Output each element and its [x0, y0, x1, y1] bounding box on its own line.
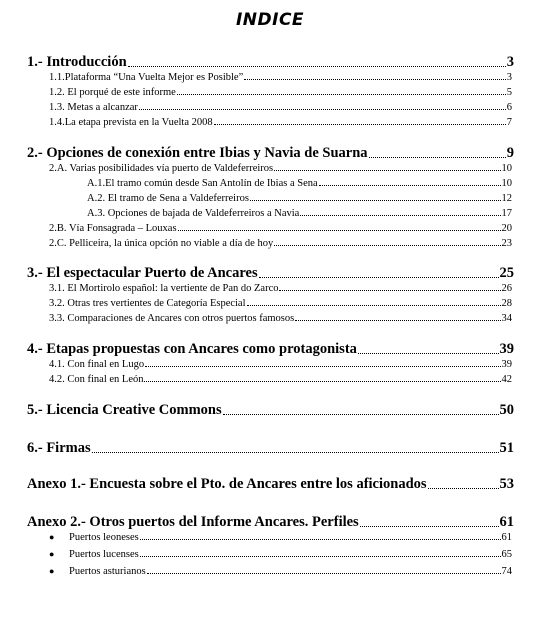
dot-leader: [300, 215, 500, 216]
toc-entry-label: 1.- Introducción: [27, 54, 127, 70]
toc-entry-label: Anexo 2.- Otros puertos del Informe Ancares. Perfiles: [27, 514, 359, 530]
toc-entry-page: 39: [499, 341, 514, 357]
toc-entry-comparaciones[interactable]: [49, 313, 512, 324]
toc-entry-label: 2.C. Pelliceira, la única opción no viable a día de hoy: [49, 238, 274, 249]
dot-leader: [369, 157, 506, 158]
toc-entry-label: A.3. Opciones de bajada de Valdeferreiros a Navia: [87, 208, 300, 219]
toc-entry-page: 17: [501, 208, 512, 219]
dot-leader: [223, 414, 499, 415]
toc-entry-mortirolo[interactable]: [49, 283, 512, 294]
dot-leader: [247, 305, 501, 306]
dot-leader: [250, 200, 501, 201]
toc-entry-page: 10: [501, 163, 512, 174]
toc-entry-page: 53: [499, 476, 514, 492]
toc-entry-label: Anexo 1.- Encuesta sobre el Pto. de Ancares entre los aficionados: [27, 476, 427, 492]
toc-entry-pelliceira[interactable]: [49, 238, 512, 249]
toc-entry-page: 25: [499, 265, 514, 281]
toc-entry-firmas[interactable]: [27, 440, 514, 457]
toc-entry-label: 3.1. El Mortirolo español: la vertiente de Pan do Zarco: [49, 283, 279, 294]
toc-entry-page: 12: [501, 193, 512, 204]
dot-leader: [360, 526, 499, 527]
toc-entry-otras-vertientes[interactable]: [49, 298, 512, 309]
dot-leader: [259, 277, 499, 278]
bullet-icon: ●: [49, 549, 55, 559]
toc-entry-page: 10: [501, 178, 512, 189]
toc-entry-label: 2.- Opciones de conexión entre Ibias y Navia de Suarna: [27, 145, 368, 161]
toc-entry-label: 1.4.La etapa prevista en la Vuelta 2008: [49, 117, 213, 128]
dot-leader: [139, 109, 506, 110]
dot-leader: [279, 290, 500, 291]
toc-entry-label: 4.- Etapas propuestas con Ancares como protagonista: [27, 341, 357, 357]
toc-entry-label: 4.1. Con final en Lugo: [49, 359, 145, 370]
toc-entry-introduccion[interactable]: [27, 54, 514, 71]
toc-entry-label: A.2. El tramo de Sena a Valdeferreiros: [87, 193, 249, 204]
toc-entry-label: 3.2. Otras tres vertientes de Categoría Especial: [49, 298, 246, 309]
toc-entry-etapa-prevista[interactable]: [49, 117, 512, 128]
toc-entry-plataforma[interactable]: [49, 72, 512, 83]
toc-entry-label: 5.- Licencia Creative Commons: [27, 402, 222, 418]
toc-entry-porque[interactable]: [49, 87, 512, 98]
toc-entry-label: A.1.El tramo común desde San Antolín de Ibias a Sena: [87, 178, 318, 189]
toc-entry-label: 2.B. Vía Fonsagrada – Louxas: [49, 223, 177, 234]
toc-entry-opciones-conexion[interactable]: [27, 145, 514, 162]
toc-entry-page: 6: [506, 102, 512, 113]
toc-entry-page: 7: [506, 117, 512, 128]
toc-entry-page: 39: [501, 359, 512, 370]
toc-entry-final-lugo[interactable]: [49, 359, 512, 370]
dot-leader: [140, 556, 501, 557]
toc-entry-tramo-comun[interactable]: [87, 178, 512, 189]
toc-entry-page: 51: [499, 440, 514, 456]
dot-leader: [145, 366, 500, 367]
toc-entry-page: 61: [499, 514, 514, 530]
dot-leader: [295, 320, 500, 321]
dot-leader: [140, 539, 501, 540]
toc-entry-licencia[interactable]: [27, 402, 514, 419]
dot-leader: [178, 230, 501, 231]
toc-entry-page: 9: [506, 145, 514, 161]
toc-entry-label: [49, 566, 146, 577]
toc-entry-page: 65: [501, 549, 512, 560]
toc-entry-valdeferreiros[interactable]: [49, 163, 512, 174]
bullet-icon: ●: [49, 566, 55, 576]
toc-entry-label: 4.2. Con final en León: [49, 374, 144, 385]
toc-entry-label: 3.- El espectacular Puerto de Ancares: [27, 265, 258, 281]
toc-entry-label: [49, 549, 139, 560]
toc-entry-fonsagrada[interactable]: [49, 223, 512, 234]
toc-entry-page: 3: [506, 72, 512, 83]
toc-entry-label: [49, 532, 139, 543]
toc-entry-anexo-2[interactable]: [27, 514, 514, 531]
index-title: INDICE: [235, 10, 305, 30]
toc-entry-label: 1.1.Plataforma “Una Vuelta Mejor es Posible”: [49, 72, 244, 83]
toc-entry-final-leon[interactable]: [49, 374, 512, 385]
toc-entry-page: 28: [501, 298, 512, 309]
toc-entry-label: 3.3. Comparaciones de Ancares con otros puertos famosos: [49, 313, 295, 324]
toc-entry-page: 5: [506, 87, 512, 98]
toc-entry-label: 1.2. El porqué de este informe: [49, 87, 176, 98]
toc-entry-label: 6.- Firmas: [27, 440, 91, 456]
bullet-icon: ●: [49, 532, 55, 542]
toc-entry-tramo-sena[interactable]: [87, 193, 512, 204]
dot-leader: [92, 452, 499, 453]
toc-entry-page: 26: [501, 283, 512, 294]
toc-entry-metas[interactable]: [49, 102, 512, 113]
toc-entry-text: Puertos leoneses: [69, 532, 139, 543]
toc-entry-label: 2.A. Varias posibilidades vía puerto de Valdeferreiros: [49, 163, 274, 174]
dot-leader: [147, 573, 501, 574]
toc-entry-puertos-asturianos[interactable]: [49, 566, 512, 577]
toc-entry-anexo-1[interactable]: [27, 476, 514, 493]
dot-leader: [244, 79, 506, 80]
dot-leader: [358, 353, 499, 354]
dot-leader: [274, 170, 500, 171]
toc-entry-page: 74: [501, 566, 512, 577]
toc-entry-page: 3: [506, 54, 514, 70]
dot-leader: [214, 124, 506, 125]
toc-entry-puertos-lucenses[interactable]: [49, 549, 512, 560]
toc-entry-page: 50: [499, 402, 514, 418]
toc-entry-text: Puertos asturianos: [69, 566, 146, 577]
toc-entry-puertos-leoneses[interactable]: [49, 532, 512, 543]
toc-entry-label: 1.3. Metas a alcanzar: [49, 102, 138, 113]
toc-entry-page: 42: [501, 374, 512, 385]
dot-leader: [177, 94, 506, 95]
toc-entry-etapas-propuestas[interactable]: [27, 341, 514, 358]
toc-entry-page: 23: [501, 238, 512, 249]
toc-entry-page: 61: [501, 532, 512, 543]
dot-leader: [144, 381, 500, 382]
toc-entry-page: 20: [501, 223, 512, 234]
dot-leader: [128, 66, 506, 67]
toc-entry-page: 34: [501, 313, 512, 324]
dot-leader: [274, 245, 500, 246]
dot-leader: [428, 488, 499, 489]
toc-entry-text: Puertos lucenses: [69, 549, 139, 560]
toc-entry-puerto-ancares[interactable]: [27, 265, 514, 282]
toc-entry-opciones-bajada[interactable]: [87, 208, 512, 219]
dot-leader: [319, 185, 501, 186]
